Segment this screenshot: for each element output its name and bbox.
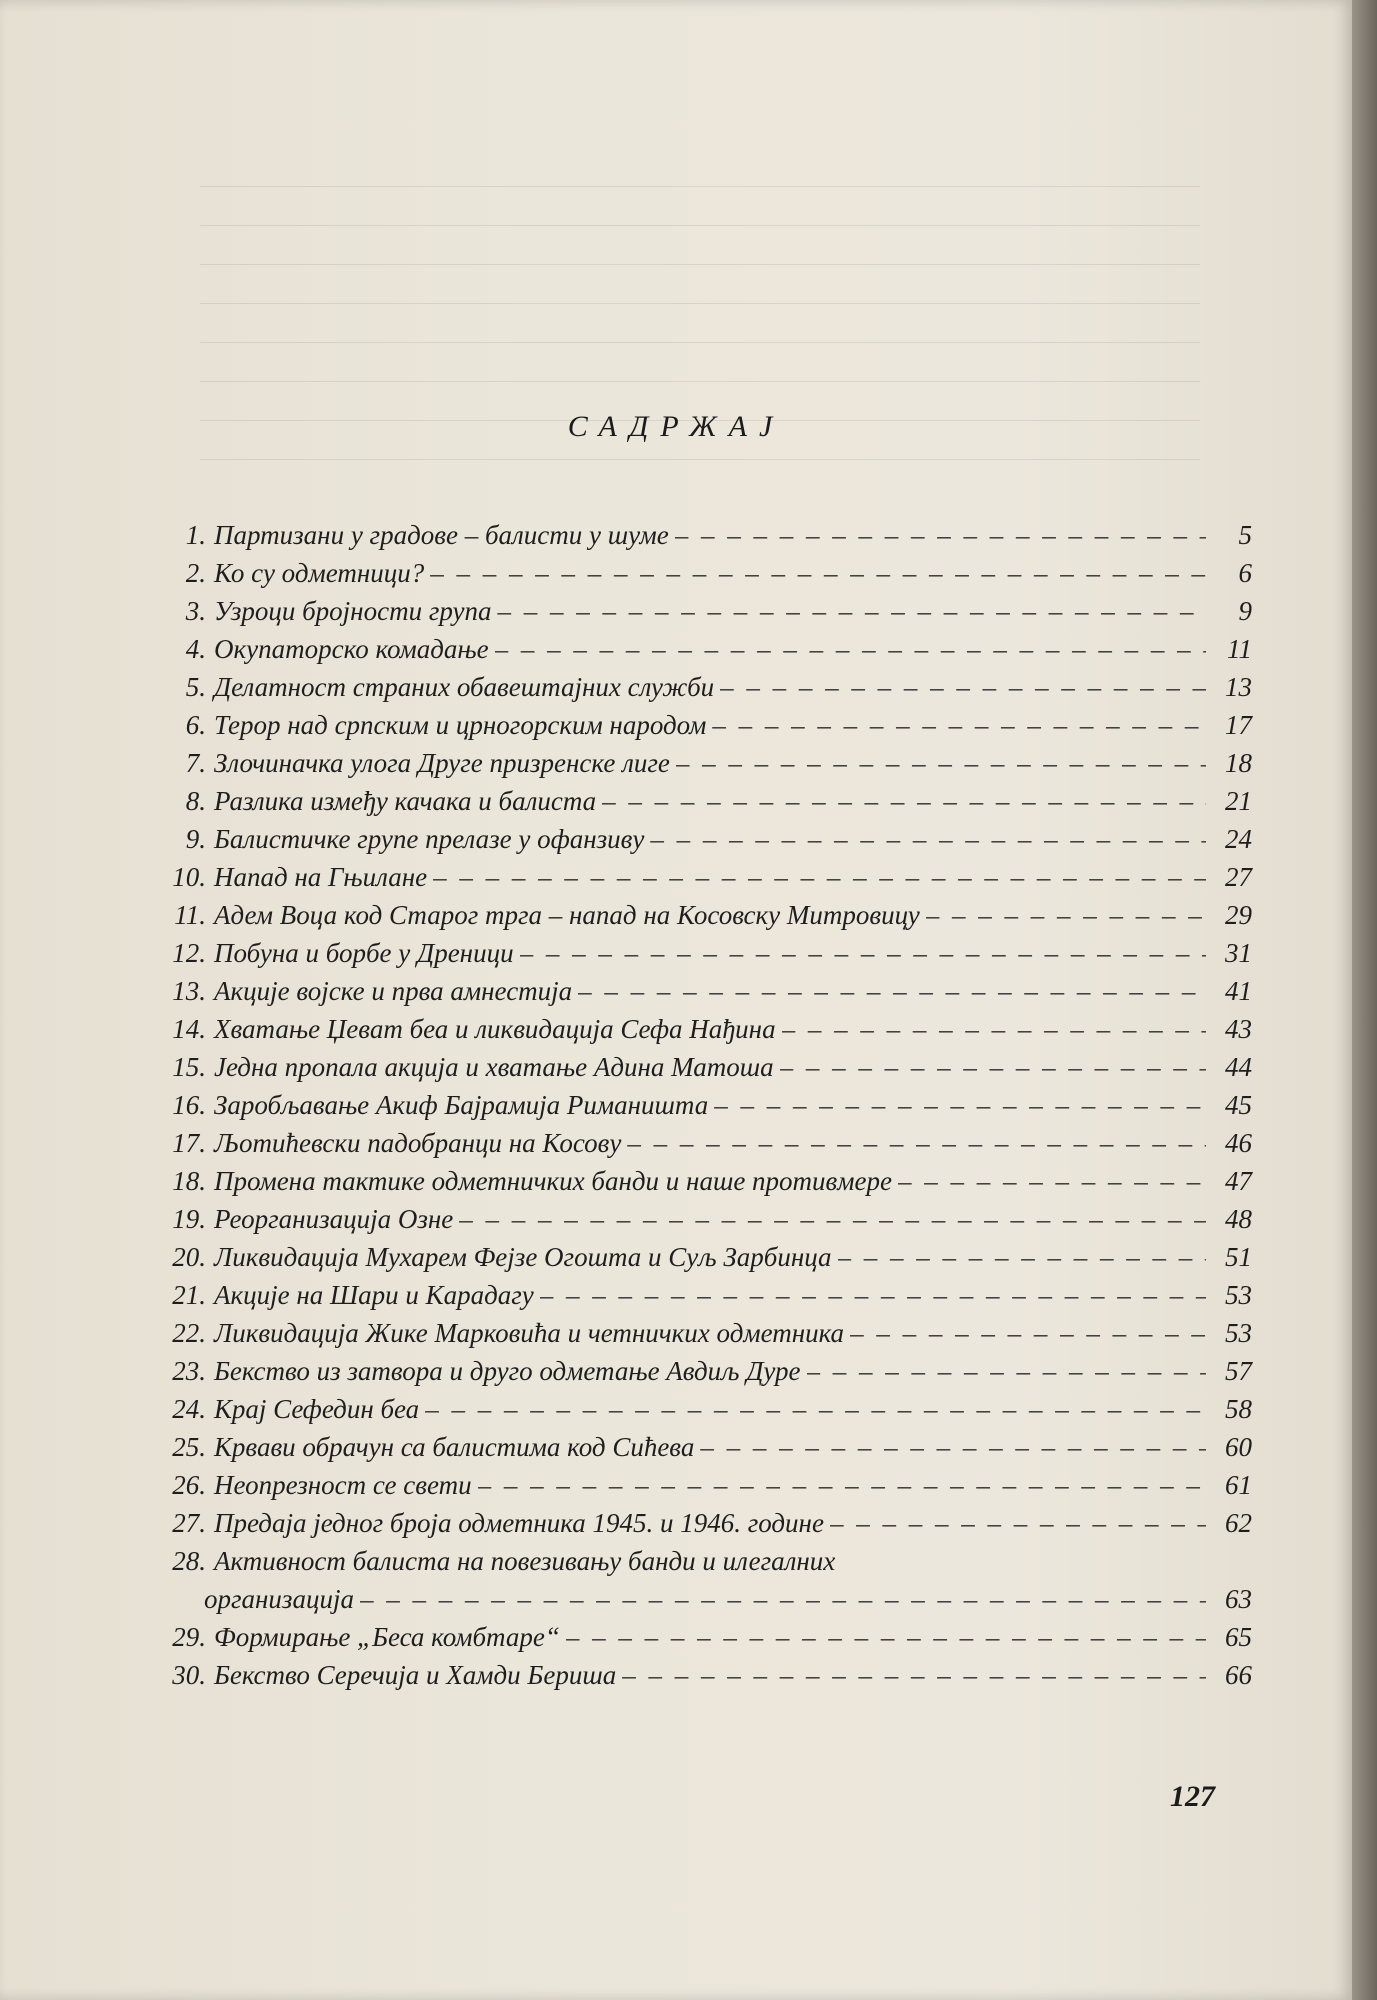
dot-leader xyxy=(430,558,1206,589)
entry-number: 22. xyxy=(172,1318,206,1348)
entry-number: 20. xyxy=(172,1242,206,1272)
entry-page: 43 xyxy=(1225,1014,1252,1044)
dot-leader xyxy=(712,710,1206,741)
entry-page: 58 xyxy=(1225,1394,1252,1424)
entry-title: Злочиначка улога Друге призренске лиге xyxy=(214,748,670,778)
entry-page: 13 xyxy=(1225,672,1252,702)
entry-title: Љотићевски падобранци на Косову xyxy=(214,1128,622,1158)
entry-number: 1. xyxy=(185,520,206,550)
toc-entry xyxy=(172,710,1252,748)
entry-title: Ликвидација Жике Марковића и четничких одметника xyxy=(214,1318,845,1348)
entry-number: 3. xyxy=(185,596,206,626)
toc-entry xyxy=(172,1432,1252,1470)
dot-leader xyxy=(433,862,1206,893)
entry-title: Неопрезност се свети xyxy=(214,1470,472,1500)
entry-page: 11 xyxy=(1227,634,1252,664)
dot-leader xyxy=(720,672,1206,703)
entry-title: Ликвидација Мухарем Фејзе Огошта и Суљ Зарбинца xyxy=(214,1242,832,1272)
entry-page: 24 xyxy=(1225,824,1252,854)
entry-number: 9. xyxy=(185,824,206,854)
page-number: 127 xyxy=(1170,1780,1215,1813)
entry-number: 2. xyxy=(185,558,206,588)
entry-page: 18 xyxy=(1225,748,1252,778)
entry-title: Реорганизација Озне xyxy=(214,1204,454,1234)
table-of-contents xyxy=(172,520,1252,1698)
entry-number: 25. xyxy=(172,1432,206,1462)
toc-entry xyxy=(172,786,1252,824)
entry-page: 62 xyxy=(1225,1508,1252,1538)
entry-title: Окупаторско комадање xyxy=(214,634,489,664)
toc-entry xyxy=(172,1622,1252,1660)
dot-leader xyxy=(650,824,1206,855)
toc-entry xyxy=(172,1546,1252,1622)
entry-page: 45 xyxy=(1225,1090,1252,1120)
entry-number: 12. xyxy=(172,938,206,968)
entry-number: 4. xyxy=(185,634,206,664)
entry-title: Терор над српским и црногорским народом xyxy=(214,710,707,740)
entry-number: 17. xyxy=(172,1128,206,1158)
entry-page: 57 xyxy=(1225,1356,1252,1386)
entry-title: Крвави обрачун са балистима код Сићева xyxy=(214,1432,695,1462)
entry-page: 5 xyxy=(1238,520,1252,550)
entry-page: 66 xyxy=(1225,1660,1252,1690)
entry-title: Формирање „Беса комбтаре“ xyxy=(214,1622,560,1652)
dot-leader xyxy=(497,596,1206,627)
dot-leader xyxy=(540,1280,1206,1311)
entry-title: Крај Сефедин беа xyxy=(214,1394,420,1424)
dot-leader xyxy=(676,748,1206,779)
dot-leader xyxy=(780,1052,1206,1083)
entry-number: 8. xyxy=(185,786,206,816)
toc-entry xyxy=(172,1318,1252,1356)
entry-title-continued: организација xyxy=(204,1584,354,1614)
entry-number: 5. xyxy=(185,672,206,702)
entry-page: 27 xyxy=(1225,862,1252,892)
entry-number: 19. xyxy=(172,1204,206,1234)
toc-entry xyxy=(172,672,1252,710)
dot-leader xyxy=(700,1432,1206,1463)
dot-leader xyxy=(838,1242,1206,1273)
dot-leader xyxy=(425,1394,1206,1425)
entry-number: 11. xyxy=(174,900,206,930)
entry-page: 47 xyxy=(1225,1166,1252,1196)
dot-leader xyxy=(520,938,1206,969)
entry-number: 24. xyxy=(172,1394,206,1424)
entry-title: Промена тактике одметничких банди и наше противмере xyxy=(214,1166,892,1196)
toc-entry xyxy=(172,1508,1252,1546)
entry-page: 21 xyxy=(1225,786,1252,816)
dot-leader xyxy=(360,1584,1206,1615)
dot-leader xyxy=(675,520,1206,551)
toc-entry xyxy=(172,1166,1252,1204)
entry-number: 23. xyxy=(172,1356,206,1386)
toc-entry xyxy=(172,862,1252,900)
toc-entry xyxy=(172,938,1252,976)
entry-number: 14. xyxy=(172,1014,206,1044)
entry-title: Партизани у градове – балисти у шуме xyxy=(214,520,669,550)
dot-leader xyxy=(566,1622,1206,1653)
dot-leader xyxy=(714,1090,1206,1121)
dot-leader xyxy=(459,1204,1206,1235)
entry-title: Узроци бројности група xyxy=(214,596,492,626)
entry-second-line xyxy=(172,1584,1252,1622)
entry-number: 18. xyxy=(172,1166,206,1196)
toc-entry xyxy=(172,824,1252,862)
entry-page: 29 xyxy=(1225,900,1252,930)
entry-number: 21. xyxy=(172,1280,206,1310)
entry-number: 10. xyxy=(172,862,206,892)
entry-page: 46 xyxy=(1225,1128,1252,1158)
entry-number: 13. xyxy=(172,976,206,1006)
dot-leader xyxy=(495,634,1206,665)
entry-number: 6. xyxy=(185,710,206,740)
dot-leader xyxy=(782,1014,1206,1045)
toc-entry xyxy=(172,1052,1252,1090)
toc-entry xyxy=(172,900,1252,938)
dot-leader xyxy=(926,900,1206,931)
entry-title: Једна пропала акција и хватање Адина Матоша xyxy=(214,1052,774,1082)
toc-entry xyxy=(172,1660,1252,1698)
entry-page: 44 xyxy=(1225,1052,1252,1082)
entry-title: Адем Воца код Старог трга – напад на Косовску Митровицу xyxy=(214,900,920,930)
entry-title: Напад на Гњилане xyxy=(214,862,428,892)
entry-number: 15. xyxy=(172,1052,206,1082)
entry-page: 65 xyxy=(1225,1622,1252,1652)
toc-entry xyxy=(172,1128,1252,1166)
entry-page: 61 xyxy=(1225,1470,1252,1500)
entry-page: 41 xyxy=(1225,976,1252,1006)
entry-title: Бекство из затвора и друго одметање Авдиљ Дуре xyxy=(214,1356,801,1386)
toc-entry xyxy=(172,1280,1252,1318)
entry-title: Побуна и борбе у Дреници xyxy=(214,938,514,968)
entry-title: Акције војске и прва амнестија xyxy=(214,976,573,1006)
toc-entry xyxy=(172,748,1252,786)
toc-entry xyxy=(172,976,1252,1014)
toc-entry xyxy=(172,1394,1252,1432)
entry-title: Активност балиста на повезивању банди и илегалних xyxy=(214,1546,836,1576)
dot-leader xyxy=(830,1508,1206,1539)
entry-title: Предаја једног броја одметника 1945. и 1946. године xyxy=(214,1508,824,1538)
dot-leader xyxy=(898,1166,1206,1197)
entry-title: Ко су одметници? xyxy=(214,558,425,588)
entry-page: 9 xyxy=(1238,596,1252,626)
entry-title: Разлика између качака и балиста xyxy=(214,786,597,816)
entry-title: Балистичке групе прелазе у офанзиву xyxy=(214,824,645,854)
entry-page: 53 xyxy=(1225,1318,1252,1348)
entry-number: 28. xyxy=(172,1546,206,1576)
dot-leader xyxy=(850,1318,1206,1349)
entry-number: 16. xyxy=(172,1090,206,1120)
entry-page: 60 xyxy=(1225,1432,1252,1462)
entry-title: Акције на Шари и Карадагу xyxy=(214,1280,534,1310)
entry-number: 30. xyxy=(172,1660,206,1690)
entry-page: 6 xyxy=(1238,558,1252,588)
dot-leader xyxy=(622,1660,1206,1691)
entry-page: 31 xyxy=(1225,938,1252,968)
toc-entry xyxy=(172,1090,1252,1128)
dot-leader xyxy=(578,976,1206,1007)
dot-leader xyxy=(627,1128,1206,1159)
entry-page: 51 xyxy=(1225,1242,1252,1272)
entry-title: Заробљавање Акиф Бајрамија Риманишта xyxy=(214,1090,709,1120)
entry-page: 53 xyxy=(1225,1280,1252,1310)
toc-title: САДРЖАЈ xyxy=(567,410,785,443)
entry-number: 27. xyxy=(172,1508,206,1538)
toc-entry xyxy=(172,558,1252,596)
toc-entry xyxy=(172,634,1252,672)
entry-number: 7. xyxy=(185,748,206,778)
entry-number: 26. xyxy=(172,1470,206,1500)
dot-leader xyxy=(807,1356,1206,1387)
entry-title: Хватање Џеват беа и ликвидација Сефа Нађина xyxy=(214,1014,776,1044)
toc-entry xyxy=(172,1204,1252,1242)
entry-title: Бекство Серечија и Хамди Бериша xyxy=(214,1660,617,1690)
toc-entry xyxy=(172,520,1252,558)
dot-leader xyxy=(602,786,1206,817)
entry-page: 48 xyxy=(1225,1204,1252,1234)
entry-number: 29. xyxy=(172,1622,206,1652)
entry-first-line xyxy=(172,1546,1252,1584)
entry-page: 63 xyxy=(1225,1584,1252,1614)
dot-leader xyxy=(478,1470,1206,1501)
toc-entry xyxy=(172,596,1252,634)
book-binding-edge xyxy=(1352,0,1377,2000)
toc-entry xyxy=(172,1470,1252,1508)
toc-entry xyxy=(172,1014,1252,1052)
toc-entry xyxy=(172,1242,1252,1280)
entry-page: 17 xyxy=(1225,710,1252,740)
entry-title: Делатност страних обавештајних служби xyxy=(214,672,715,702)
toc-entry xyxy=(172,1356,1252,1394)
